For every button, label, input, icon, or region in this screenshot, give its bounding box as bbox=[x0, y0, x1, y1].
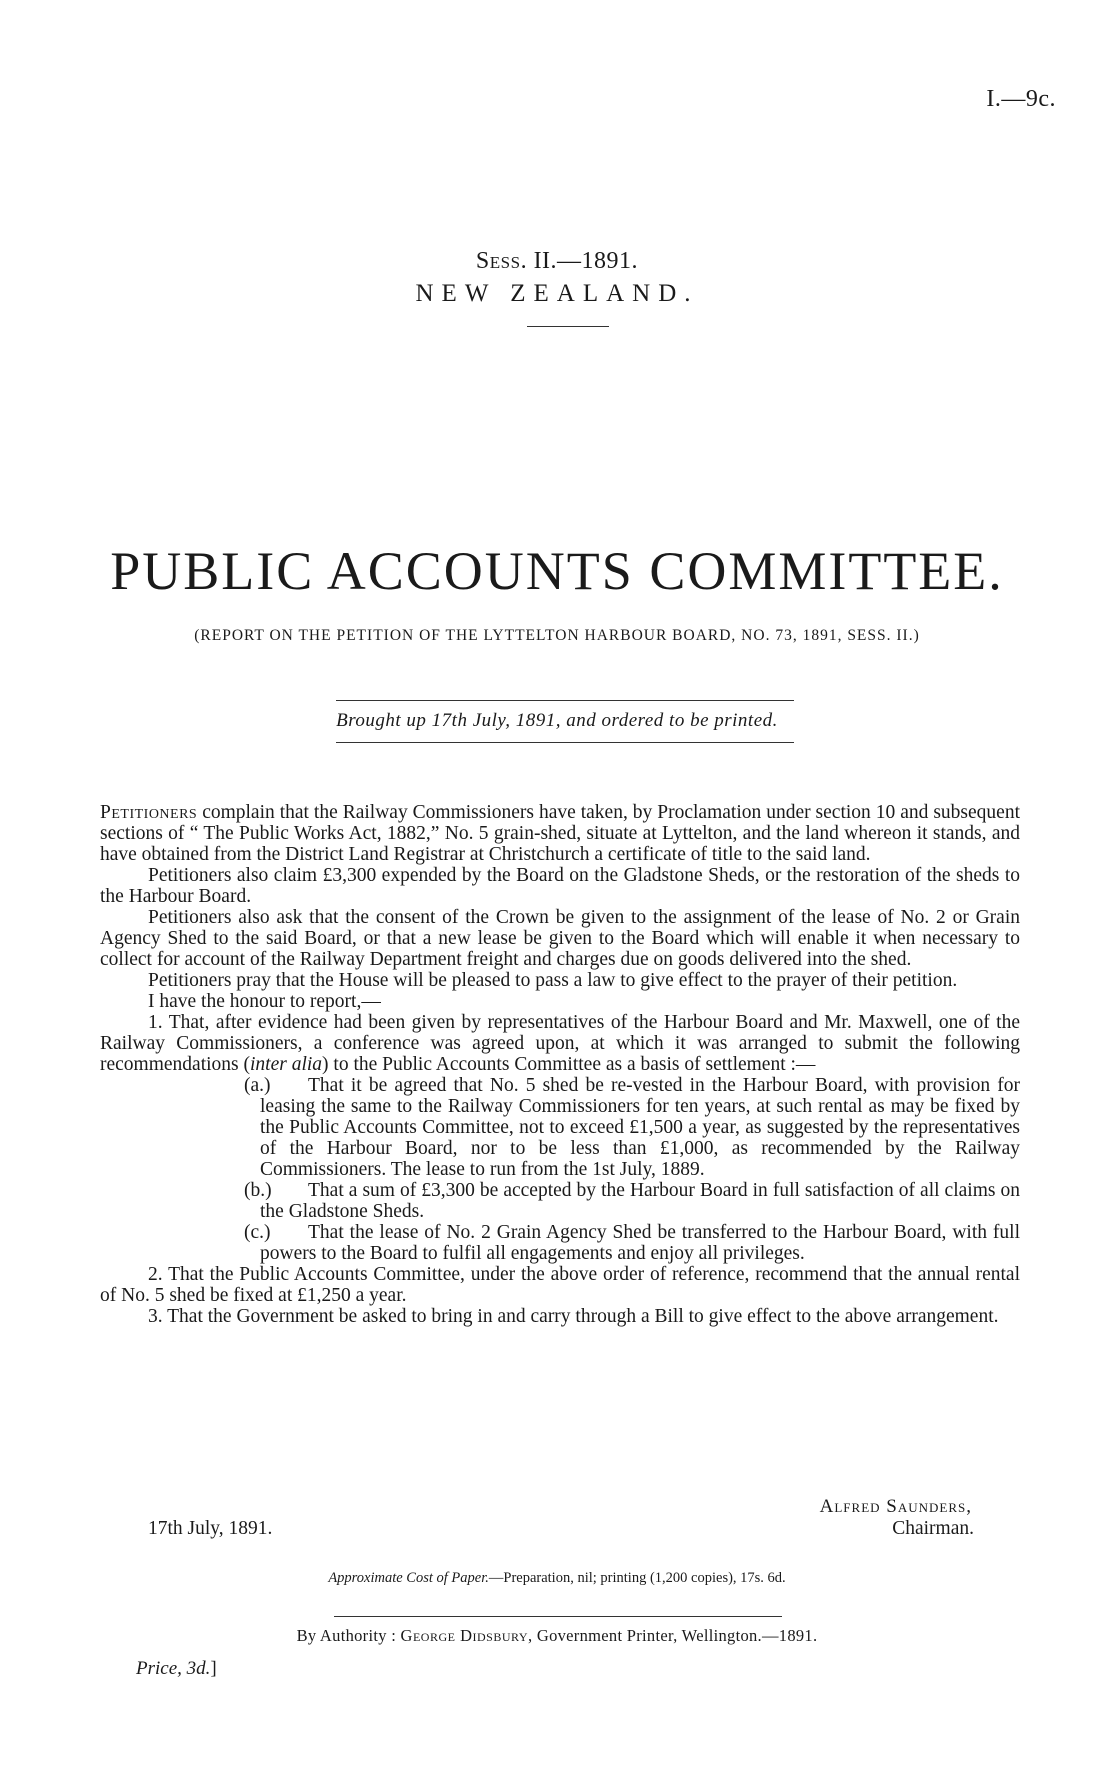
paragraph-report-intro: I have the honour to report,— bbox=[148, 991, 381, 1012]
cost-text: —Preparation, nil; printing (1,200 copies), 17s. 6d. bbox=[488, 1570, 786, 1586]
paragraph-claim: Petitioners also claim £3,300 expended by the Board on the Gladstone Sheds, or the restoration of the sheds to the Harbour Board. bbox=[100, 865, 1020, 907]
country-heading: NEW ZEALAND. bbox=[415, 280, 699, 307]
signatory-name: Alfred Saunders, bbox=[819, 1496, 972, 1517]
paper-reference: I.—9c. bbox=[986, 86, 1056, 112]
document-title: PUBLIC ACCOUNTS COMMITTEE. bbox=[110, 541, 1004, 601]
signature-date: 17th July, 1891. bbox=[148, 1518, 273, 1539]
paragraph-prayer: Petitioners pray that the House will be pleased to pass a law to give effect to the prayer of their petition. bbox=[148, 970, 958, 991]
session-text: Sess. II.—1891. bbox=[475, 248, 639, 274]
recommendation-item bbox=[100, 1222, 1020, 1264]
recommendation-item bbox=[100, 1180, 1020, 1222]
document-subtitle: (REPORT ON THE PETITION OF THE LYTTELTON HARBOUR BOARD, NO. 73, 1891, SESS. II.) bbox=[194, 627, 920, 644]
recommendation-label: (c.) bbox=[244, 1222, 271, 1243]
printer-authority bbox=[0, 1626, 1114, 1646]
authority-prefix: By Authority : bbox=[296, 1626, 401, 1645]
paragraph-complaint bbox=[100, 802, 1020, 865]
report-body bbox=[100, 802, 1020, 1327]
conference-text-b: ) to the Public Accounts Committee as a basis of settlement :— bbox=[322, 1054, 816, 1075]
paragraph-consent: Petitioners also ask that the consent of the Crown be given to the assignment of the lease of No. 2 or Grain Agency Shed to the said Board, or that a new lease be given to the Board which will enable it when necessary to collect for account of the Railway Department freight and charges due on goods delivered into the shed. bbox=[100, 907, 1020, 970]
authority-rest: , Government Printer, Wellington.—1891. bbox=[528, 1626, 818, 1645]
paragraph-rental: 2. That the Public Accounts Committee, under the above order of reference, recommend that the annual rental of No. 5 shed be fixed at £1,250 a year. bbox=[100, 1264, 1020, 1306]
conference-text-a: 1. That, after evidence had been given by representatives of the Harbour Board and Mr. Maxwell, one of the Railway Commissioners, a conference was agreed upon, at which it was arranged to submit the following recommendations ( bbox=[100, 1012, 1020, 1075]
paragraph-complaint-text: complain that the Railway Commissioners have taken, by Proclamation under section 10 and subsequent sections of “ The Public Works Act, 1882,” No. 5 grain-shed, situate at Lyttelton, and the land whereon it stands, and have obtained from the District Land Registrar at Christchurch a certificate of title to the said land. bbox=[100, 802, 1020, 865]
brought-up-rule-top bbox=[336, 700, 794, 701]
recommendation-label: (b.) bbox=[244, 1180, 272, 1201]
recommendation-item bbox=[100, 1075, 1020, 1180]
conference-text-italic: inter alia bbox=[250, 1054, 323, 1075]
price-note bbox=[136, 1658, 217, 1680]
recommendation-text: That a sum of £3,300 be accepted by the Harbour Board in full satisfaction of all claims on the Gladstone Sheds. bbox=[260, 1180, 1020, 1222]
paragraph-lead-word: Petitioners bbox=[100, 802, 198, 823]
price-bracket: ] bbox=[210, 1658, 217, 1679]
brought-up-notice: Brought up 17th July, 1891, and ordered to be printed. bbox=[336, 710, 778, 731]
recommendation-text: That the lease of No. 2 Grain Agency Shed be transferred to the Harbour Board, with full powers to the Board to fulfil all engagements and enjoy all privileges. bbox=[260, 1222, 1020, 1264]
signatory-title: Chairman. bbox=[892, 1518, 974, 1539]
paragraph-bill: 3. That the Government be asked to bring in and carry through a Bill to give effect to the above arrangement. bbox=[148, 1306, 999, 1327]
footer-divider bbox=[334, 1616, 782, 1617]
recommendation-label: (a.) bbox=[244, 1075, 271, 1096]
recommendation-text: That it be agreed that No. 5 shed be re-vested in the Harbour Board, with provision for leasing the same to the Railway Commissioners for ten years, at such rental as may be fixed by the Public Accounts Committee, not to exceed £1,500 a year, as suggested by the representatives of the Harbour Board, nor to be less than £1,000, as recommended by the Railway Commissioners. The lease to run from the 1st July, 1889. bbox=[260, 1075, 1020, 1180]
cost-of-paper-note bbox=[0, 1570, 1114, 1587]
paragraph-conference bbox=[100, 1012, 1020, 1075]
printer-name: George Didsbury bbox=[400, 1626, 528, 1645]
cost-label: Approximate Cost of Paper. bbox=[328, 1570, 489, 1586]
header-divider bbox=[527, 326, 609, 327]
price-label: Price, 3d. bbox=[136, 1658, 211, 1679]
session-heading bbox=[0, 248, 1114, 275]
brought-up-rule-bottom bbox=[336, 742, 794, 743]
